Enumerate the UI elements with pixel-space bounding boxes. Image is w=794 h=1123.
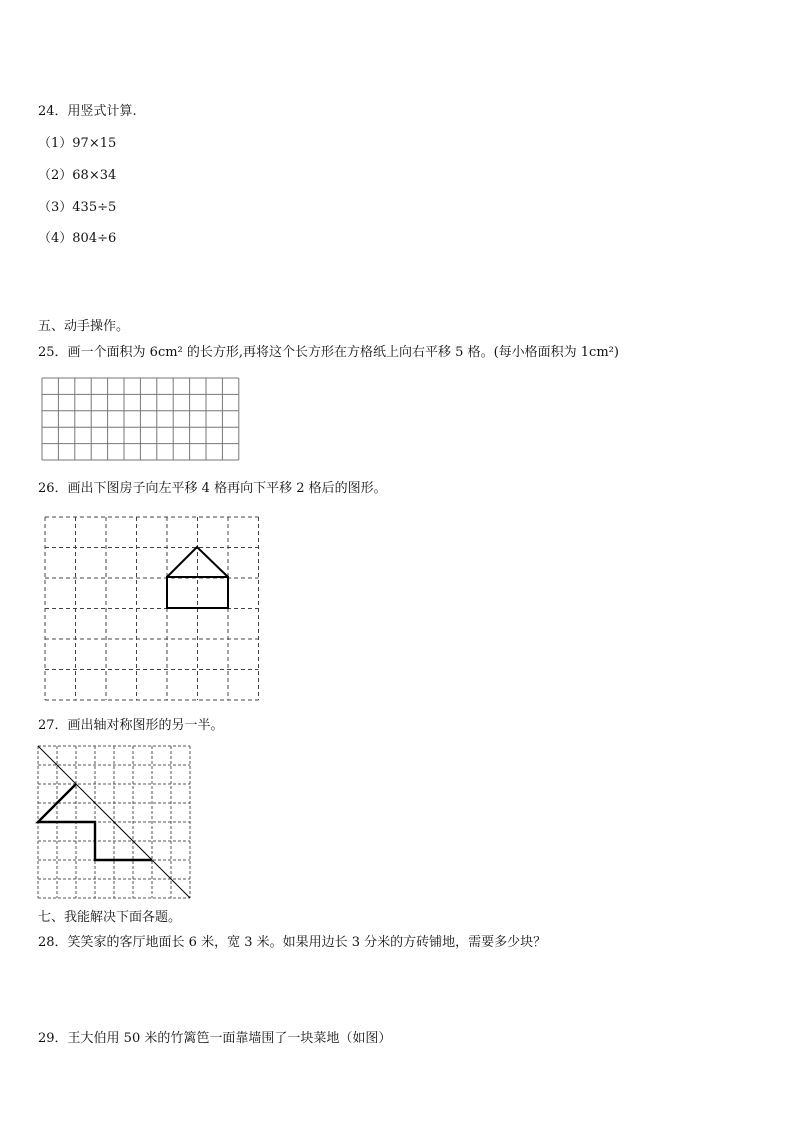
q24-item-3: （3）435÷5 xyxy=(38,200,117,215)
q27-grid xyxy=(38,746,192,900)
q29-text: 29．王大伯用 50 米的竹篱笆一面靠墙围了一块菜地（如图） xyxy=(38,1031,392,1046)
q26-text: 26．画出下图房子向左平移 4 格再向下平移 2 格后的图形。 xyxy=(38,481,387,496)
q24-item-4: （4）804÷6 xyxy=(38,231,117,246)
q25-text: 25．画一个面积为 6cm² 的长方形,再将这个长方形在方格纸上向右平移 5 格。(每小格面积为 1cm²) xyxy=(38,345,619,360)
q27-text: 27．画出轴对称图形的另一半。 xyxy=(38,718,224,733)
house-figure xyxy=(167,547,228,608)
q24-title: 24．用竖式计算. xyxy=(38,104,137,119)
q28-text: 28．笑笑家的客厅地面长 6 米，宽 3 米。如果用边长 3 分米的方砖铺地，需要多少块？ xyxy=(38,935,547,950)
q24-item-2: （2）68×34 xyxy=(38,168,117,183)
q26-grid xyxy=(45,517,259,701)
q25-grid xyxy=(42,378,240,462)
q24-item-1: （1）97×15 xyxy=(38,136,117,151)
section5-title: 五、动手操作。 xyxy=(38,319,130,334)
section7-title: 七、我能解决下面各题。 xyxy=(38,910,182,925)
